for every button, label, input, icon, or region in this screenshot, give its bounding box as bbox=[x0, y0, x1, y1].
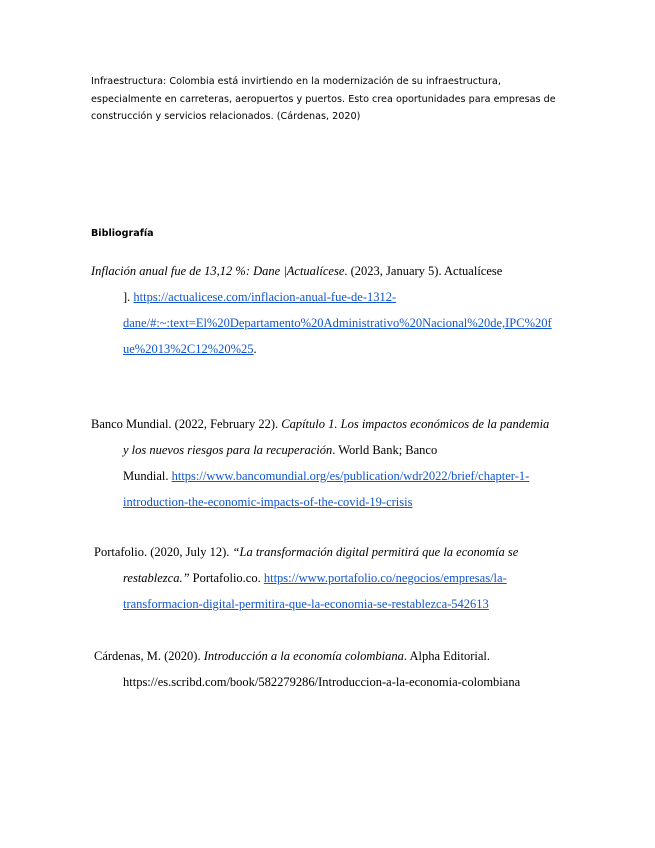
intro-line: Infraestructura: Colombia está invirtiendo en la modernización de su infraestructura, bbox=[91, 76, 501, 87]
reference-source: . World Bank; Banco bbox=[332, 443, 438, 457]
reference-link[interactable]: transformacion-digital-permitira-que-la-economia-se-restablezca-542613 bbox=[123, 597, 489, 611]
reference-url-text: https://es.scribd.com/book/582279286/Introduccion-a-la-economia-colombiana bbox=[123, 675, 521, 689]
reference-title: Inflación anual fue de 13,12 %: Dane |Actualícese bbox=[91, 264, 345, 278]
reference-link[interactable]: https://actualicese.com/inflacion-anual-fue-de-1312- bbox=[133, 290, 397, 304]
reference-text: Mundial. bbox=[123, 469, 172, 483]
intro-line: construcción y servicios relacionados. (Cárdenas, 2020) bbox=[91, 111, 361, 122]
reference-entry-4 bbox=[94, 643, 579, 695]
bibliography-heading: Bibliografía bbox=[91, 228, 154, 239]
reference-title: “La transformación digital permitirá que la economía se bbox=[232, 545, 519, 559]
reference-link[interactable]: ue%2013%2C12%20%25 bbox=[123, 342, 254, 356]
reference-link[interactable]: introduction-the-economic-impacts-of-the-covid-19-crisis bbox=[123, 495, 413, 509]
reference-author: Cárdenas, M. (2020). bbox=[94, 649, 204, 663]
reference-text: . bbox=[253, 342, 257, 356]
reference-link[interactable]: https://www.bancomundial.org/es/publication/wdr2022/brief/chapter-1- bbox=[171, 469, 530, 483]
intro-line: especialmente en carreteras, aeropuertos y puertos. Esto crea oportunidades para empresas de bbox=[91, 93, 556, 105]
reference-title: Introducción a la economía colombiana bbox=[203, 649, 404, 663]
reference-link[interactable]: https://www.portafolio.co/negocios/empresas/la- bbox=[263, 571, 507, 585]
reference-title: y los nuevos riesgos para la recuperación bbox=[123, 443, 333, 457]
reference-text: ]. bbox=[123, 290, 134, 304]
reference-entry-3 bbox=[94, 539, 579, 617]
reference-source: . (2023, January 5). Actualícese bbox=[344, 264, 503, 278]
reference-link[interactable]: dane/#:~:text=El%20Departamento%20Administrativo%20Nacional%20de,IPC%20f bbox=[123, 316, 552, 330]
reference-source: . Alpha Editorial. bbox=[403, 649, 491, 663]
reference-author: Portafolio. (2020, July 12). bbox=[94, 545, 233, 559]
reference-title: restablezca.” bbox=[123, 571, 190, 585]
reference-entry-2 bbox=[91, 411, 576, 515]
reference-entry-1 bbox=[91, 258, 576, 362]
reference-author: Banco Mundial. (2022, February 22). bbox=[91, 417, 282, 431]
reference-source: Portafolio.co. bbox=[189, 571, 264, 585]
reference-title: Capítulo 1. Los impactos económicos de la pandemia bbox=[281, 417, 550, 431]
intro-paragraph bbox=[91, 73, 571, 126]
